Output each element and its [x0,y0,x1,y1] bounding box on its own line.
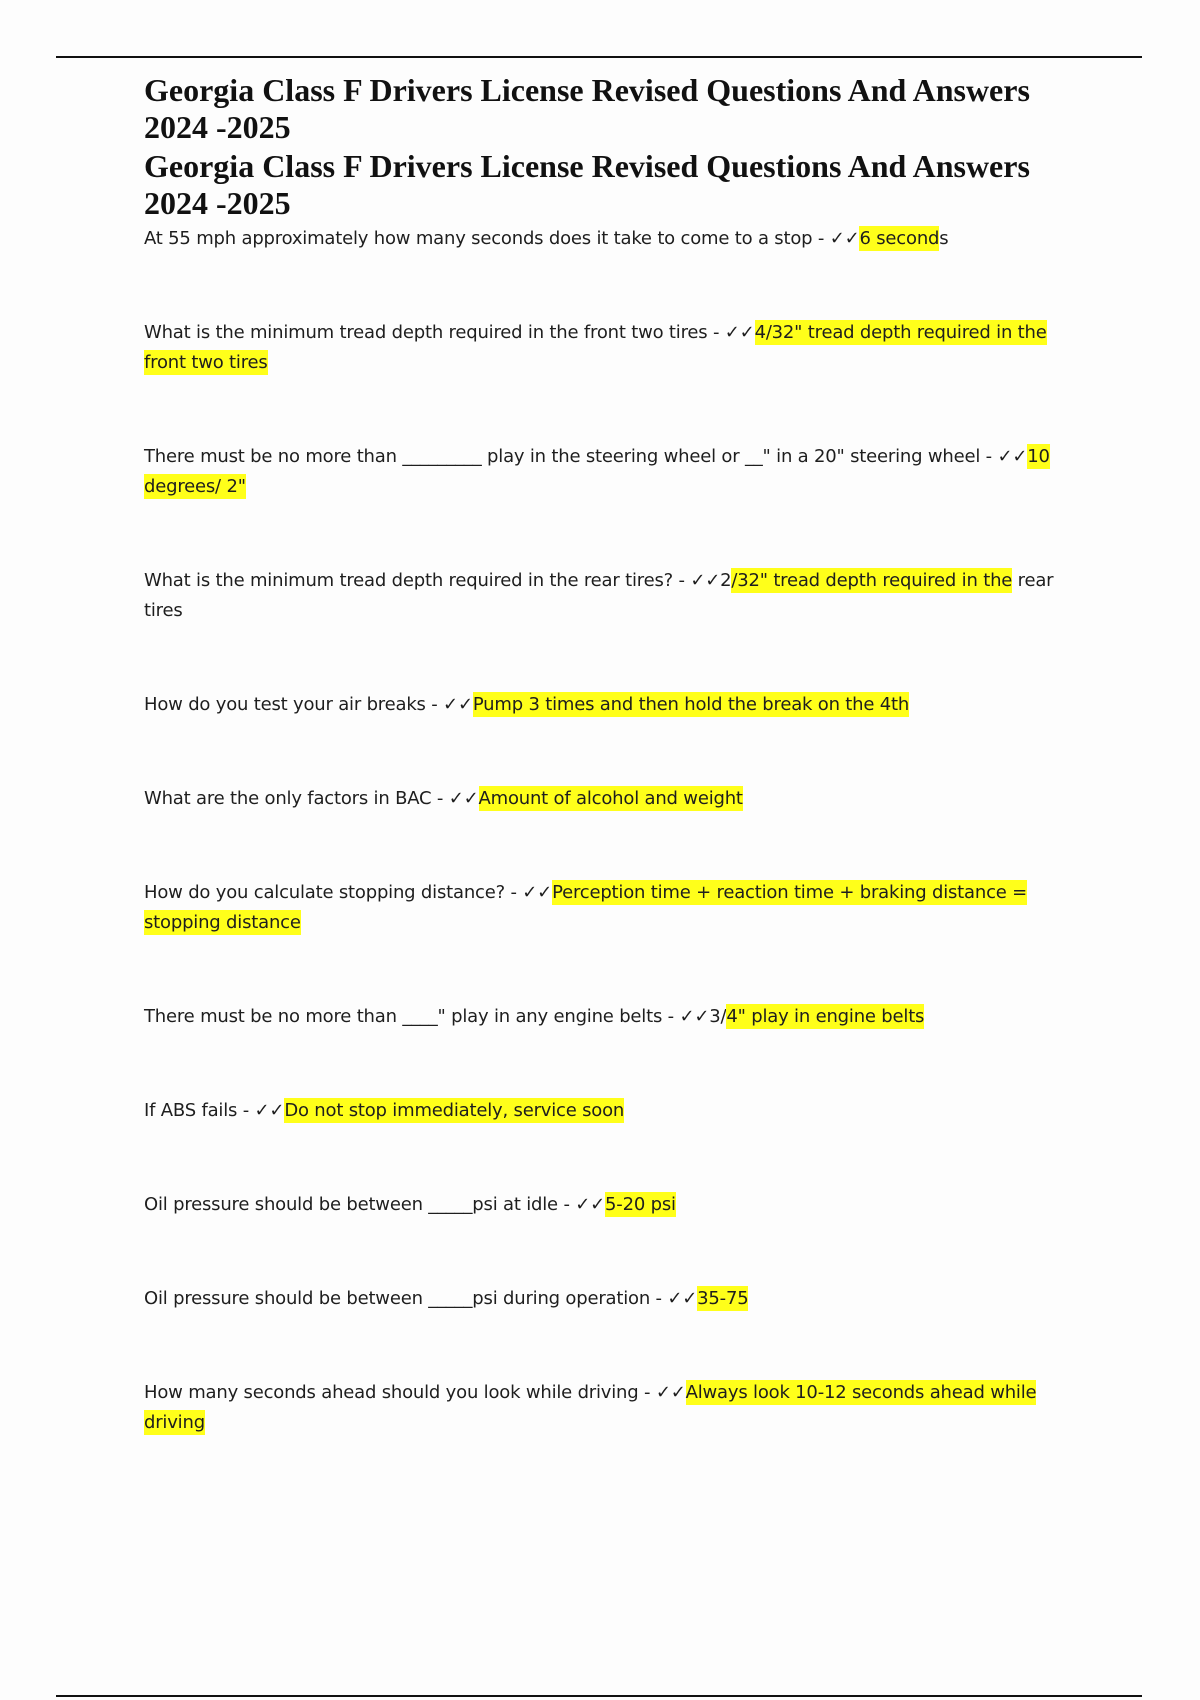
qa-item [144,1378,1064,1438]
highlighted-answer: 6 second [859,228,940,249]
qa-item [144,442,1064,502]
question-text: How do you calculate stopping distance? - ✓✓ [144,882,553,903]
question-text: How many seconds ahead should you look while driving - ✓✓ [144,1382,686,1403]
question-text: There must be no more than ____" play in any engine belts - ✓✓3/ [144,1006,727,1027]
question-text: What are the only factors in BAC - ✓✓ [144,788,479,809]
highlighted-answer: /32" tread depth required in the [731,570,1013,591]
qa-item [144,1096,1064,1126]
highlighted-answer: Do not stop immediately, service soon [284,1100,625,1121]
top-rule [56,56,1142,58]
question-text: Oil pressure should be between _____psi at idle - ✓✓ [144,1194,606,1215]
qa-item [144,1002,1064,1032]
question-text: What is the minimum tread depth required in the rear tires? - ✓✓2 [144,570,732,591]
question-text: If ABS fails - ✓✓ [144,1100,285,1121]
question-text: What is the minimum tread depth required in the front two tires - ✓✓ [144,322,755,343]
question-text: There must be no more than _________ play in the steering wheel or __" in a 20" steering wheel - ✓✓ [144,446,1028,467]
document-title: Georgia Class F Drivers License Revised Questions And Answers 2024 -2025 [144,72,1030,145]
qa-item [144,690,1064,720]
bottom-rule [56,1695,1142,1697]
qa-item [144,1190,1064,1220]
highlighted-answer: 10 degrees/ 2" [144,446,1050,497]
highlighted-answer: 5-20 psi [605,1194,676,1215]
highlighted-answer: Amount of alcohol and weight [478,788,743,809]
answer-tail: rear tires [144,570,1054,621]
question-text: At 55 mph approximately how many seconds does it take to come to a stop - ✓✓ [144,228,860,249]
answer-tail: s [939,228,949,249]
qa-item [144,784,1064,814]
question-text: Oil pressure should be between _____psi during operation - ✓✓ [144,1288,698,1309]
highlighted-answer: 4/32" tread depth required in the front two tires [144,322,1047,373]
highlighted-answer: Always look 10-12 seconds ahead while driving [144,1382,1037,1433]
document-title-repeat: Georgia Class F Drivers License Revised Questions And Answers 2024 -2025 [144,148,1030,221]
question-text: How do you test your air breaks - ✓✓ [144,694,473,715]
highlighted-answer: Pump 3 times and then hold the break on the 4th [472,694,910,715]
highlighted-answer: 4" play in engine belts [726,1006,925,1027]
highlighted-answer: Perception time + reaction time + braking distance = stopping distance [144,882,1028,933]
qa-item [144,566,1064,626]
highlighted-answer: 35-75 [697,1288,749,1309]
qa-item [144,318,1064,378]
qa-item [144,1284,1064,1314]
qa-item [144,224,1064,254]
document-body [144,72,1064,1438]
qa-item [144,878,1064,938]
